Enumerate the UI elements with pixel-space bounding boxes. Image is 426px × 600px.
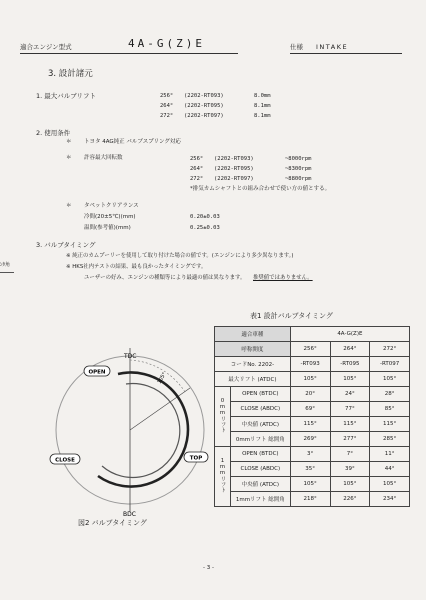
maxlift-cell: 105°: [290, 372, 330, 387]
angle-cell: 256°: [290, 342, 330, 357]
code-cell: -RT095: [330, 357, 370, 372]
close-tag: [50, 454, 80, 464]
group2-label: 1mmリフト: [219, 458, 226, 493]
value-cell: 85°: [370, 402, 410, 417]
value-cell: 105°: [330, 477, 370, 492]
row-label-cell: 中央値 (ATDC): [230, 477, 290, 492]
side-mark: ﾝﾀ角: [0, 262, 11, 268]
hot-label: 温間(参考値)(mm): [84, 225, 131, 231]
item3-line2: ※ HKS社内テストの結果、最も良かったタイミングです。: [66, 264, 207, 270]
value-cell: 20°: [290, 387, 330, 402]
bullet-mark-3: ＊: [66, 203, 72, 209]
page-number: - 3 -: [203, 565, 214, 571]
angle-label: 105°: [156, 371, 168, 385]
valve-timing-diagram: [40, 340, 220, 520]
value-cell: 226°: [330, 492, 370, 507]
value-cell: 77°: [330, 402, 370, 417]
side-mark-line: [0, 272, 14, 273]
table-row: [215, 447, 410, 462]
rpm-value-2: ~8300rpm: [285, 166, 312, 172]
model-value: 4A-G(Z)E: [128, 37, 205, 50]
code-label-cell: コードNo. 2202-: [215, 357, 291, 372]
lift-angle-2: 264°: [160, 103, 174, 109]
row-label-cell: OPEN (BTDC): [230, 387, 290, 402]
value-cell: 24°: [330, 387, 370, 402]
table-row: [215, 477, 410, 492]
valve-timing-table: [214, 326, 410, 507]
value-cell: 115°: [290, 417, 330, 432]
lift-value-3: 8.1mm: [254, 113, 271, 119]
angle-label-cell: 呼称開度: [215, 342, 291, 357]
rpm-code-3: (2202-RT097): [214, 176, 254, 182]
table-row: [215, 327, 410, 342]
code-cell: -RT097: [370, 357, 410, 372]
spec-underline: [290, 53, 402, 54]
lift-angle-1: 256°: [160, 93, 174, 99]
table-row: [215, 417, 410, 432]
item3-heading: 3. バルブタイミング: [36, 241, 96, 249]
value-cell: 44°: [370, 462, 410, 477]
row-label-cell: 中央値 (ATDC): [230, 417, 290, 432]
lift-code-2: (2202-RT095): [184, 103, 224, 109]
item3-line1: ※ 純正のカムプーリーを使用して取り付けた場合の値です。(エンジンにより多少異なります。): [66, 253, 294, 259]
lift-angle-3: 272°: [160, 113, 174, 119]
bdc-label: BDC: [123, 511, 136, 518]
row-label-cell: CLOSE (ABDC): [230, 402, 290, 417]
table-row: [215, 402, 410, 417]
rpm-angle-3: 272°: [190, 176, 204, 182]
row-label-cell: OPEN (BTDC): [230, 447, 290, 462]
lift-value-1: 8.0mm: [254, 93, 271, 99]
group1-label: 0mmリフト: [219, 398, 226, 433]
value-cell: 39°: [330, 462, 370, 477]
angle-arc: [130, 360, 185, 392]
value-cell: 269°: [290, 432, 330, 447]
item2-bullet2: 許容最大回転数: [84, 155, 123, 161]
item2-note: *排気カムシャフトとの組み合わせで使い方の値とする。: [190, 186, 331, 192]
open-tag-label: OPEN: [88, 369, 106, 376]
rpm-value-3: ~8800rpm: [285, 176, 312, 182]
value-cell: 277°: [330, 432, 370, 447]
table-row: [215, 342, 410, 357]
spec-label: 仕様: [290, 43, 303, 51]
value-cell: 105°: [370, 477, 410, 492]
rpm-value-1: ~8000rpm: [285, 156, 312, 162]
bullet-mark-2: ＊: [66, 155, 72, 161]
figure-caption: 図2 バルブタイミング: [78, 519, 147, 527]
value-cell: 115°: [330, 417, 370, 432]
value-cell: 7°: [330, 447, 370, 462]
tdc-label: TDC: [124, 353, 137, 360]
item2-heading: 2. 使用条件: [36, 129, 71, 137]
table-row: [215, 492, 410, 507]
top-tag: [184, 452, 208, 462]
open-tag: [84, 366, 110, 376]
cold-value: 0.20±0.03: [190, 214, 220, 220]
lift-code-3: (2202-RT097): [184, 113, 224, 119]
value-cell: 115°: [370, 417, 410, 432]
code-cell: -RT093: [290, 357, 330, 372]
row-label-cell: 1mmリフト 総開角: [230, 492, 290, 507]
lift-value-2: 8.1mm: [254, 103, 271, 109]
rpm-code-1: (2202-RT093): [214, 156, 254, 162]
lift-code-1: (2202-RT093): [184, 93, 224, 99]
value-cell: 35°: [290, 462, 330, 477]
table-row: [215, 357, 410, 372]
maxlift-label-cell: 最大リフト (ATDC): [215, 372, 291, 387]
angle-cell: 272°: [370, 342, 410, 357]
hot-value: 0.25±0.03: [190, 225, 220, 231]
maxlift-cell: 105°: [370, 372, 410, 387]
header-underline: [20, 53, 238, 54]
rpm-code-2: (2202-RT095): [214, 166, 254, 172]
item3-line3-underlined: 推奨値ではありません。: [253, 275, 313, 281]
table-row: [215, 462, 410, 477]
rpm-angle-2: 264°: [190, 166, 204, 172]
value-cell: 105°: [290, 477, 330, 492]
cold-label: 冷間(20±5℃)(mm): [84, 214, 136, 220]
item2-bullet1: トヨタ 4AG純正 バルブスプリング対応: [84, 139, 181, 145]
spec-value: INTAKE: [316, 43, 349, 51]
angle-cell: 264°: [330, 342, 370, 357]
maxlift-cell: 105°: [330, 372, 370, 387]
top-tag-label: TOP: [189, 455, 203, 462]
engine-value-cell: 4A-G(Z)E: [290, 327, 409, 342]
row-label-cell: CLOSE (ABDC): [230, 462, 290, 477]
value-cell: 285°: [370, 432, 410, 447]
value-cell: 234°: [370, 492, 410, 507]
table-caption: 表1 設計バルブタイミング: [250, 312, 333, 320]
item3-line3: ユーザーの好み、エンジンの種類等により最適の値は異なります。: [84, 275, 246, 281]
table-row: [215, 432, 410, 447]
row-label-cell: 0mmリフト 総開角: [230, 432, 290, 447]
value-cell: 3°: [290, 447, 330, 462]
item1-heading: 1. 最大バルブリフト: [36, 92, 97, 100]
table-row: [215, 372, 410, 387]
bullet-mark-1: ＊: [66, 139, 72, 145]
table-row: [215, 387, 410, 402]
value-cell: 218°: [290, 492, 330, 507]
section-title: 3. 設計諸元: [48, 69, 93, 79]
close-arc: [102, 384, 180, 478]
value-cell: 28°: [370, 387, 410, 402]
lift-line: [130, 388, 190, 430]
close-tag-label: CLOSE: [55, 457, 75, 464]
value-cell: 11°: [370, 447, 410, 462]
rpm-angle-1: 256°: [190, 156, 204, 162]
value-cell: 69°: [290, 402, 330, 417]
open-arc: [98, 373, 188, 487]
item2-bullet3: タペットクリアランス: [84, 203, 139, 209]
engine-label-cell: 適合車種: [215, 327, 291, 342]
model-label: 適合エンジン型式: [20, 43, 72, 51]
